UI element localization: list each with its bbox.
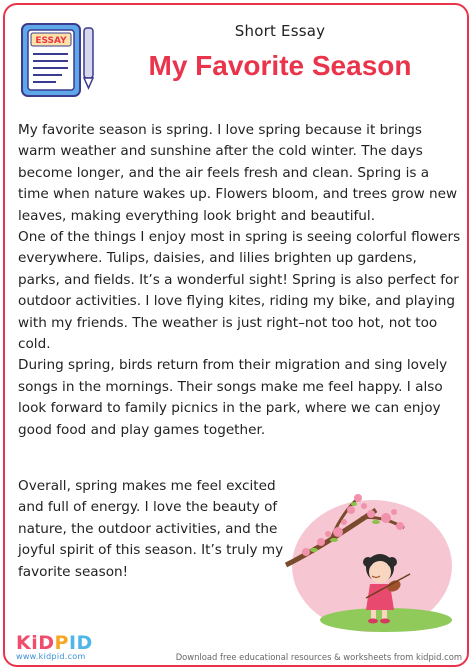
essay-clipboard-icon (18, 18, 100, 100)
essay-kicker: Short Essay (234, 22, 326, 40)
kidpid-logo (16, 633, 93, 661)
logo-wordmark: KiDPID (16, 632, 93, 654)
logo-url: www.kidpid.com (16, 652, 86, 661)
closing-paragraph: Overall, spring makes me feel excited and full of energy. I love the beauty of nature, the outdoor activities, and the joyful spirit of this season. It’s truly my favorite season! (18, 478, 284, 580)
girl-violin-blossom-illustration (276, 470, 456, 640)
essay-icon-label: ESSAY (35, 36, 67, 46)
page-title: My Favorite Season (148, 50, 412, 81)
footer-note: Download free educational resources & worksheets from kidpid.com (175, 652, 462, 662)
essay-paragraph: My favorite season is spring. I love spring because it brings warm weather and sunshine after the cold winter. The days become longer, and the air feels fresh and clean. Spring is a time when nature wakes up. Flowers bloom, and trees grow new leaves, making everything look bright and beautiful. (18, 122, 458, 224)
essay-paragraph: One of the things I enjoy most in spring is seeing colorful flowers everywhere. Tulips, daisies, and lilies brighten up gardens, parks, and fields. It’s a wonderful sight! Spring is also perfect for outdoor activities. I love flying kites, riding my bike, and playing with my friends. The weather is just right–not too hot, not too cold. (18, 229, 461, 353)
essay-paragraph: During spring, birds return from their migration and sing lovely songs in the mornings. Their songs make me feel happy. I also look forward to family picnics in the park, where we can enjoy good food and play games together. (18, 357, 448, 438)
essay-body (18, 120, 462, 441)
